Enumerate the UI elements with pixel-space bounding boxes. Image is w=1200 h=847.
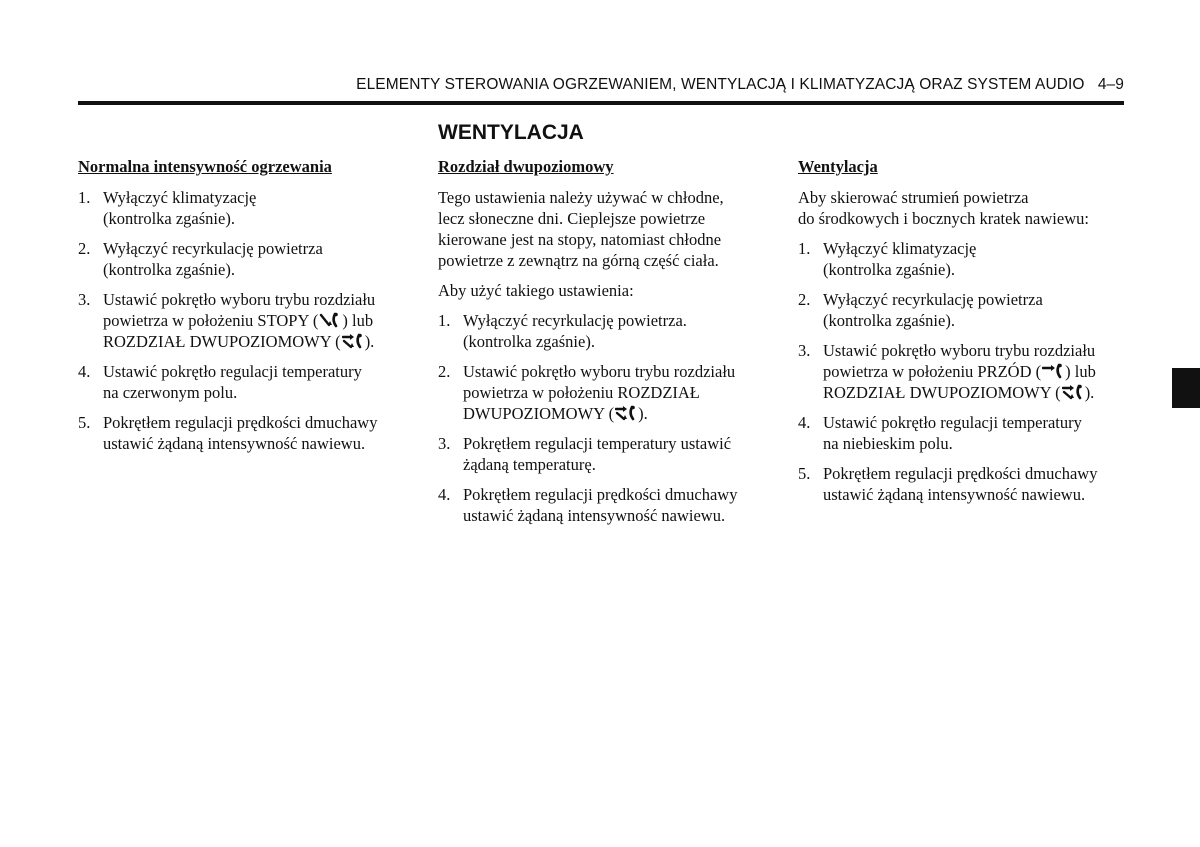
list-item xyxy=(78,289,413,352)
step-number: 5. xyxy=(78,413,91,432)
step-text: ustawić żądaną intensywność nawiewu. xyxy=(823,485,1086,504)
heading-normal-heating: Normalna intensywność ogrzewania xyxy=(78,157,332,176)
step-text: ustawić żądaną intensywność nawiewu. xyxy=(103,434,366,453)
paragraph-line: Tego ustawienia należy używać w chłodne, xyxy=(438,188,724,207)
header-rule xyxy=(78,101,1124,105)
step-text: Wyłączyć recyrkulację powietrza xyxy=(823,290,1043,309)
step-text: Pokrętłem regulacji prędkości dmuchawy xyxy=(823,464,1098,483)
step-text: (kontrolka zgaśnie). xyxy=(103,209,235,228)
steps-ventilation xyxy=(798,238,1138,505)
step-text: na niebieskim polu. xyxy=(823,434,953,453)
steps-bilevel xyxy=(438,310,778,526)
column-normal-heating xyxy=(78,156,413,463)
list-item xyxy=(78,238,413,280)
step-number: 3. xyxy=(78,290,91,309)
step-text: ROZDZIAŁ DWUPOZIOMOWY ( xyxy=(823,383,1061,402)
step-number: 4. xyxy=(78,362,91,381)
heading-ventilation: Wentylacja xyxy=(798,157,878,176)
bilevel-airflow-icon xyxy=(342,333,364,349)
list-item xyxy=(798,463,1138,505)
step-text: na czerwonym polu. xyxy=(103,383,238,402)
paragraph-line: lecz słoneczne dni. Cieplejsze powietrze xyxy=(438,209,706,228)
step-text: Ustawić pokrętło wyboru trybu rozdziału xyxy=(463,362,736,381)
list-item xyxy=(78,187,413,229)
steps-normal-heating xyxy=(78,187,413,454)
step-text: ) lub xyxy=(342,311,374,330)
step-text: Ustawić pokrętło wyboru trybu rozdziału xyxy=(823,341,1096,360)
bilevel-airflow-icon xyxy=(1062,384,1084,400)
step-text: (kontrolka zgaśnie). xyxy=(463,332,595,351)
face-airflow-icon xyxy=(1042,363,1064,379)
intro-ventilation xyxy=(798,187,1138,229)
step-text: żądaną temperaturę. xyxy=(463,455,596,474)
paragraph-line: Aby skierować strumień powietrza xyxy=(798,188,1029,207)
step-text: ). xyxy=(1084,383,1095,402)
step-text: Ustawić pokrętło regulacji temperatury xyxy=(103,362,362,381)
column-bilevel xyxy=(438,156,778,535)
step-number: 1. xyxy=(78,188,91,207)
feet-airflow-icon xyxy=(319,312,341,328)
paragraph-line: kierowane jest na stopy, natomiast chłodne xyxy=(438,230,722,249)
list-item xyxy=(78,361,413,403)
paragraph-line: powietrze z zewnątrz na górną część ciała. xyxy=(438,251,719,270)
chapter-edge-tab xyxy=(1172,368,1200,408)
step-text: Ustawić pokrętło wyboru trybu rozdziału xyxy=(103,290,376,309)
list-item xyxy=(438,361,778,424)
list-item xyxy=(798,340,1138,403)
step-text: (kontrolka zgaśnie). xyxy=(823,260,955,279)
list-item xyxy=(798,289,1138,331)
step-number: 5. xyxy=(798,464,811,483)
step-text: Wyłączyć klimatyzację xyxy=(103,188,257,207)
paragraph-line: do środkowych i bocznych kratek nawiewu: xyxy=(798,209,1089,228)
section-title: WENTYLACJA xyxy=(438,121,584,144)
step-text: ustawić żądaną intensywność nawiewu. xyxy=(463,506,726,525)
step-text: Ustawić pokrętło regulacji temperatury xyxy=(823,413,1082,432)
step-text: ). xyxy=(364,332,375,351)
list-item xyxy=(798,412,1138,454)
list-item xyxy=(798,238,1138,280)
running-title: ELEMENTY STEROWANIA OGRZEWANIEM, WENTYLACJĄ I KLIMATYZACJĄ ORAZ SYSTEM AUDIO xyxy=(356,76,1085,93)
step-text: ). xyxy=(638,404,648,423)
page-number: 4–9 xyxy=(1097,76,1124,93)
column-ventilation xyxy=(798,156,1138,514)
step-text: Wyłączyć klimatyzację xyxy=(823,239,977,258)
step-number: 3. xyxy=(798,341,811,360)
lead-bilevel: Aby użyć takiego ustawienia: xyxy=(438,281,634,300)
step-text: Wyłączyć recyrkulację powietrza. xyxy=(463,311,687,330)
step-number: 4. xyxy=(438,485,451,504)
heading-bilevel: Rozdział dwupoziomowy xyxy=(438,157,614,176)
list-item xyxy=(438,484,778,526)
list-item xyxy=(438,433,778,475)
step-number: 2. xyxy=(78,239,91,258)
step-text: powietrza w położeniu PRZÓD ( xyxy=(823,362,1042,381)
bilevel-airflow-icon xyxy=(615,405,637,421)
step-text: powietrza w położeniu ROZDZIAŁ xyxy=(463,383,700,402)
intro-bilevel xyxy=(438,187,778,271)
step-number: 2. xyxy=(438,362,451,381)
step-text: ROZDZIAŁ DWUPOZIOMOWY ( xyxy=(103,332,341,351)
step-text: ) lub xyxy=(1065,362,1096,381)
list-item xyxy=(438,310,778,352)
step-number: 1. xyxy=(438,311,451,330)
step-text: (kontrolka zgaśnie). xyxy=(823,311,955,330)
step-number: 1. xyxy=(798,239,811,258)
step-text: (kontrolka zgaśnie). xyxy=(103,260,235,279)
step-text: Pokrętłem regulacji prędkości dmuchawy xyxy=(103,413,378,432)
running-header xyxy=(78,76,1124,94)
step-text: powietrza w położeniu STOPY ( xyxy=(103,311,319,330)
step-text: Pokrętłem regulacji temperatury ustawić xyxy=(463,434,732,453)
list-item xyxy=(78,412,413,454)
step-number: 3. xyxy=(438,434,451,453)
step-number: 2. xyxy=(798,290,811,309)
step-text: Wyłączyć recyrkulację powietrza xyxy=(103,239,323,258)
step-number: 4. xyxy=(798,413,811,432)
step-text: Pokrętłem regulacji prędkości dmuchawy xyxy=(463,485,738,504)
step-text: DWUPOZIOMOWY ( xyxy=(463,404,615,423)
